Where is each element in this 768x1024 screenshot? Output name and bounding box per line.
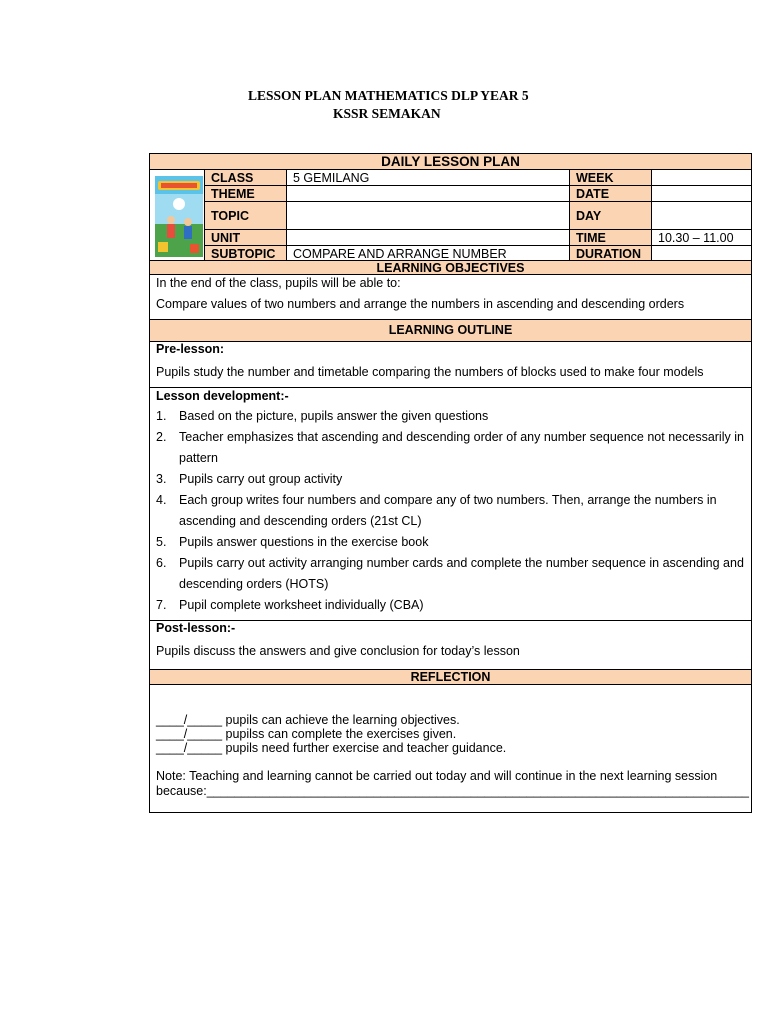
lesson-development-heading: Lesson development:- <box>156 389 289 403</box>
list-item <box>156 595 746 616</box>
title-line-1: LESSON PLAN MATHEMATICS DLP YEAR 5 <box>248 88 529 103</box>
list-text: Pupil complete worksheet individually (CBA) <box>179 598 424 612</box>
date-value <box>652 186 751 202</box>
divider <box>150 387 751 388</box>
list-item <box>156 406 746 427</box>
pre-lesson-text: Pupils study the number and timetable comparing the numbers of blocks used to make four models <box>156 365 704 379</box>
time-value: 10.30 – 11.00 <box>652 230 751 246</box>
reflection-line: ____/_____ pupils can achieve the learning objectives. <box>156 713 460 727</box>
reflection-line: ____/_____ pupils need further exercise and teacher guidance. <box>156 741 507 755</box>
unit-value <box>287 230 570 246</box>
theme-label: THEME <box>205 186 287 202</box>
note-line-2: because:______________________________________________________________________________ <box>156 784 749 798</box>
day-value <box>652 202 751 230</box>
list-item <box>156 532 746 553</box>
topic-value <box>287 202 570 230</box>
list-text: Based on the picture, pupils answer the given questions <box>179 409 489 423</box>
class-value: 5 GEMILANG <box>287 170 570 186</box>
list-number: 5. <box>156 535 167 549</box>
subtopic-label: SUBTOPIC <box>205 246 287 262</box>
info-grid <box>150 170 751 262</box>
list-text: Pupils carry out activity arranging number cards and complete the number sequence in ascending and descending orders (HOTS) <box>179 556 744 591</box>
list-number: 3. <box>156 472 167 486</box>
list-number: 2. <box>156 430 167 444</box>
list-number: 6. <box>156 556 167 570</box>
list-item <box>156 490 746 532</box>
note-line-1: Note: Teaching and learning cannot be carried out today and will continue in the next learning session <box>156 769 718 783</box>
post-lesson-heading: Post-lesson:- <box>156 621 236 635</box>
title-line-2: KSSR SEMAKAN <box>333 106 441 121</box>
topic-label: TOPIC <box>205 202 287 230</box>
lesson-plan-table <box>149 153 752 813</box>
objective-item: Compare values of two numbers and arrange the numbers in ascending and descending orders <box>156 297 685 311</box>
daily-lesson-plan-heading: DAILY LESSON PLAN <box>150 153 751 170</box>
class-label: CLASS <box>205 170 287 186</box>
list-item <box>156 427 746 469</box>
pre-lesson-heading: Pre-lesson: <box>156 342 225 356</box>
list-item <box>156 469 746 490</box>
list-text: Pupils answer questions in the exercise book <box>179 535 429 549</box>
unit-label: UNIT <box>205 230 287 246</box>
learning-objectives-heading: LEARNING OBJECTIVES <box>150 260 751 275</box>
learning-outline-heading: LEARNING OUTLINE <box>150 319 751 342</box>
list-text: Pupils carry out group activity <box>179 472 343 486</box>
list-number: 1. <box>156 409 167 423</box>
list-text: Teacher emphasizes that ascending and descending order of any number sequence not necessarily in pattern <box>179 430 744 465</box>
theme-value <box>287 186 570 202</box>
reflection-line: ____/_____ pupilss can complete the exercises given. <box>156 727 457 741</box>
reflection-heading: REFLECTION <box>150 669 751 685</box>
week-label: WEEK <box>570 170 652 186</box>
day-label: DAY <box>570 202 652 230</box>
post-lesson-text: Pupils discuss the answers and give conclusion for today’s lesson <box>156 644 520 658</box>
divider <box>150 620 751 621</box>
date-label: DATE <box>570 186 652 202</box>
objectives-intro: In the end of the class, pupils will be able to: <box>156 276 401 290</box>
list-item <box>156 553 746 595</box>
time-label: TIME <box>570 230 652 246</box>
list-number: 4. <box>156 493 167 507</box>
list-text: Each group writes four numbers and compare any of two numbers. Then, arrange the numbers in ascending and descending orders (21st CL) <box>179 493 717 528</box>
book-cover-icon <box>155 176 205 260</box>
book-cover-image <box>150 170 205 262</box>
list-number: 7. <box>156 598 167 612</box>
week-value <box>652 170 751 186</box>
duration-label: DURATION <box>570 246 652 262</box>
subtopic-value: COMPARE AND ARRANGE NUMBER <box>287 246 570 262</box>
